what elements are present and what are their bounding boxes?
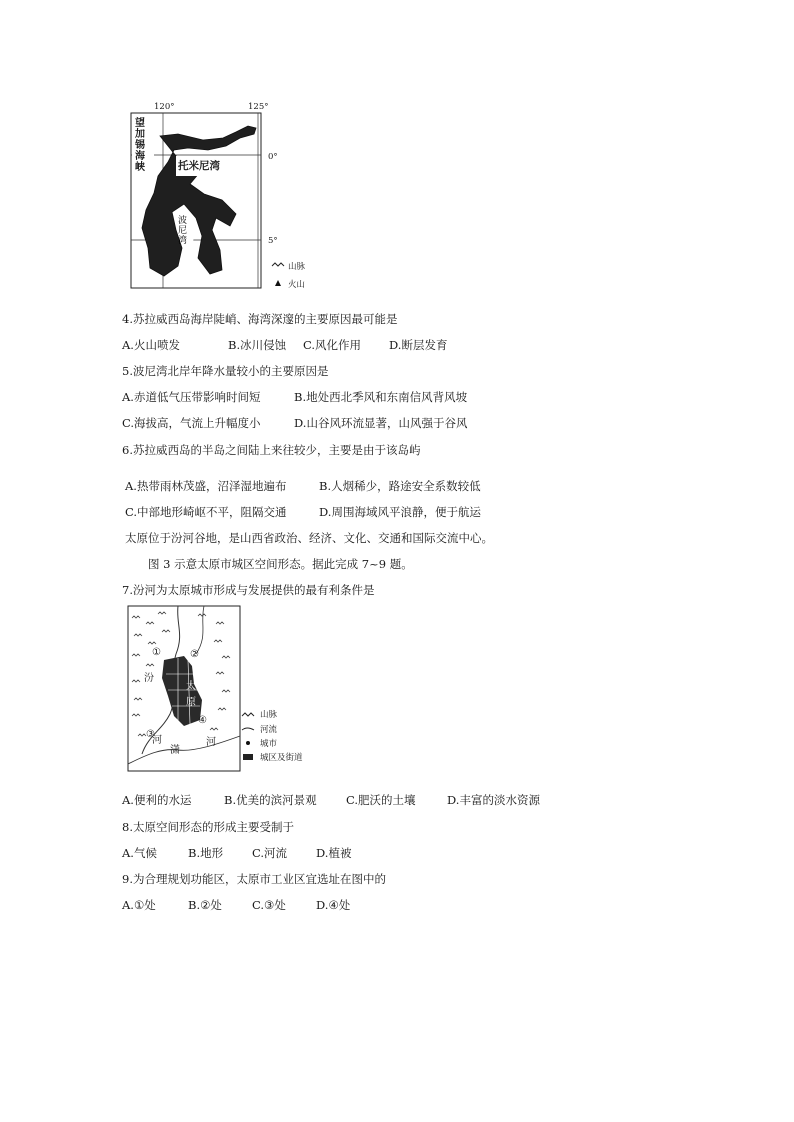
- xiao-river: [128, 736, 240, 764]
- sulawesi-island: [142, 126, 256, 276]
- legend-city-icon: [246, 741, 250, 745]
- legend-urban-label: 城区及街道: [260, 753, 303, 763]
- q8-option-a: A.气候: [122, 846, 157, 860]
- q5-option-d: D.山谷风环流显著，山风强于谷风: [294, 416, 468, 430]
- legend-city-label: 城市: [260, 739, 278, 749]
- question-4-stem: 4.苏拉威西岛海岸陡峭、海湾深邃的主要原因最可能是: [122, 312, 398, 326]
- tomini-bay-label: 托米尼湾: [178, 160, 220, 172]
- q5-option-c: C.海拔高，气流上升幅度小: [122, 416, 261, 430]
- strait-label: 望加锡海峡: [135, 118, 145, 173]
- xiao-label: 潇: [170, 745, 180, 756]
- q6-option-c: C.中部地形崎岖不平，阻隔交通: [125, 505, 287, 519]
- q8-option-c: C.河流: [252, 846, 288, 860]
- fen-he-label: 河: [152, 735, 162, 746]
- q9-option-b: B.②处: [188, 898, 222, 912]
- q7-option-a: A.便利的水运: [122, 793, 192, 807]
- lat-0-label: 0°: [268, 152, 278, 162]
- legend-mountain-icon-2: [242, 713, 254, 716]
- taiyuan-map: [118, 604, 318, 776]
- fen-label: 汾: [144, 673, 154, 684]
- legend-river-label: 河流: [260, 725, 278, 735]
- legend-mountain-label-2: 山脉: [260, 710, 278, 720]
- intro-line-2: 图 3 示意太原市城区空间形态。据此完成 7~9 题。: [148, 557, 413, 571]
- yuan-label: 原: [186, 697, 196, 708]
- legend-mountain-label: 山脉: [288, 262, 306, 272]
- q8-option-b: B.地形: [188, 846, 224, 860]
- q8-option-d: D.植被: [316, 846, 352, 860]
- q7-option-d: D.丰富的淡水资源: [447, 793, 540, 807]
- intro-line-1: 太原位于汾河谷地，是山西省政治、经济、文化、交通和国际交流中心。: [125, 531, 493, 545]
- location-4-label: ④: [198, 715, 207, 726]
- q9-option-d: D.④处: [316, 898, 351, 912]
- location-2-label: ②: [190, 649, 199, 660]
- legend-river-icon: [242, 728, 254, 730]
- legend-mountain-icon: [272, 263, 284, 266]
- q7-option-c: C.肥沃的土壤: [346, 793, 416, 807]
- q4-option-c: C.风化作用: [303, 338, 362, 352]
- location-3-label: ③: [146, 729, 155, 740]
- bone-bay-label: 波尼湾: [178, 216, 188, 246]
- q5-option-b: B.地处西北季风和东南信风背风坡: [294, 390, 468, 404]
- q5-option-a: A.赤道低气压带影响时间短: [122, 390, 261, 404]
- q4-option-b: B.冰川侵蚀: [228, 338, 287, 352]
- question-5-stem: 5.波尼湾北岸年降水量较小的主要原因是: [122, 364, 329, 378]
- q9-option-a: A.①处: [122, 898, 156, 912]
- tai-label: 太: [186, 681, 196, 692]
- city-area: [162, 656, 202, 726]
- q4-option-d: D.断层发育: [389, 338, 448, 352]
- question-7-stem: 7.汾河为太原城市形成与发展提供的最有利条件是: [122, 583, 375, 597]
- lon-125-label: 125°: [248, 102, 269, 112]
- q6-option-d: D.周围海域风平浪静，便于航运: [319, 505, 481, 519]
- legend-volcano-icon: [275, 280, 281, 286]
- q6-option-a: A.热带雨林茂盛，沼泽湿地遍布: [125, 479, 287, 493]
- question-9-stem: 9.为合理规划功能区，太原市工业区宜选址在图中的: [122, 872, 386, 886]
- question-8-stem: 8.太原空间形态的形成主要受制于: [122, 820, 294, 834]
- q4-option-a: A.火山喷发: [122, 338, 180, 352]
- legend-urban-icon: [243, 754, 253, 760]
- lon-120-label: 120°: [154, 102, 175, 112]
- location-1-label: ①: [152, 647, 161, 658]
- xiao-he-label: 河: [206, 737, 216, 748]
- question-6-stem: 6.苏拉威西岛的半岛之间陆上来往较少，主要是由于该岛屿: [122, 443, 421, 457]
- sulawesi-map: [118, 98, 318, 298]
- lat-5-label: 5°: [268, 236, 278, 246]
- tributary-river-1: [196, 606, 204, 654]
- q7-option-b: B.优美的滨河景观: [224, 793, 317, 807]
- legend-volcano-label: 火山: [288, 280, 306, 290]
- q9-option-c: C.③处: [252, 898, 286, 912]
- q6-option-b: B.人烟稀少，路途安全系数较低: [319, 479, 481, 493]
